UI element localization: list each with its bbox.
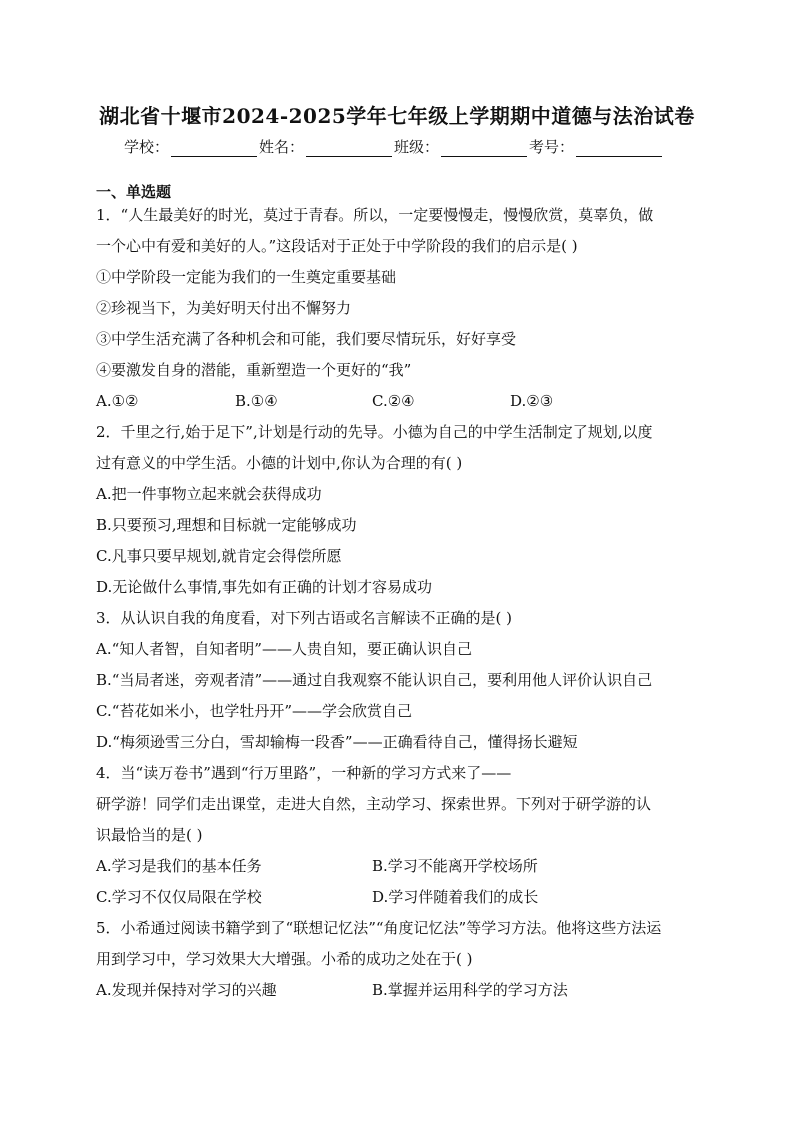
question-1-option-b: B.①④ — [235, 392, 278, 410]
class-blank — [441, 142, 527, 157]
number-label: 考号： — [529, 138, 575, 156]
question-2-option-b: B.只要预习,理想和目标就一定能够成功 — [96, 516, 357, 534]
question-1-option-d: D.②③ — [510, 392, 554, 410]
question-4-option-d: D.学习伴随着我们的成长 — [372, 888, 539, 906]
question-2-stem-line-1: 2．千里之行,始于足下”,计划是行动的先导。小德为自己的中学生活制定了规划,以度 — [96, 423, 653, 441]
question-2-option-d: D.无论做什么事情,事先如有正确的计划才容易成功 — [96, 578, 433, 596]
question-1-statement-2: ②珍视当下，为美好明天付出不懈努力 — [96, 299, 352, 317]
question-5-option-a: A.发现并保持对学习的兴趣 — [96, 981, 277, 999]
school-blank — [171, 142, 257, 157]
question-1-option-a: A.①② — [96, 392, 139, 410]
question-4-option-a: A.学习是我们的基本任务 — [96, 857, 262, 875]
question-4-option-b: B.学习不能离开学校场所 — [372, 857, 538, 875]
question-3-option-c: C.“苔花如米小，也学牡丹开”——学会欣赏自己 — [96, 702, 413, 720]
question-4-option-c: C.学习不仅仅局限在学校 — [96, 888, 262, 906]
question-3-stem-line-1: 3．从认识自我的角度看，对下列古语或名言解读不正确的是( ) — [96, 609, 513, 627]
question-1-stem-line-1: 1．“人生最美好的时光，莫过于青春。所以，一定要慢慢走，慢慢欣赏，莫辜负，做 — [96, 206, 654, 224]
class-label: 班级： — [394, 138, 440, 156]
question-3-option-b: B.“当局者迷，旁观者清”——通过自我观察不能认识自己，要利用他人评价认识自己 — [96, 671, 653, 689]
question-4-stem-line-2: 研学游！同学们走出课堂，走进大自然，主动学习、探索世界。下列对于研学游的认 — [96, 795, 652, 813]
section-heading: 一、单选题 — [96, 183, 172, 201]
question-5-stem-line-1: 5．小希通过阅读书籍学到了“联想记忆法”“角度记忆法”等学习方法。他将这些方法运 — [96, 919, 662, 937]
question-3-option-d: D.“梅须逊雪三分白，雪却输梅一段香”——正确看待自己，懂得扬长避短 — [96, 733, 578, 751]
question-4-stem-line-1: 4．当“读万卷书”遇到“行万里路”，一种新的学习方式来了—— — [96, 764, 512, 782]
name-label: 姓名： — [259, 138, 305, 156]
question-1-statement-3: ③中学生活充满了各种机会和可能，我们要尽情玩乐，好好享受 — [96, 330, 517, 348]
school-label: 学校： — [124, 138, 170, 156]
question-1-stem-line-2: 一个心中有爱和美好的人。”这段话对于正处于中学阶段的我们的启示是( ) — [96, 237, 578, 255]
question-4-stem-line-3: 识最恰当的是( ) — [96, 826, 203, 844]
question-1-statement-1: ①中学阶段一定能为我们的一生奠定重要基础 — [96, 268, 397, 286]
exam-title: 湖北省十堰市2024-2025学年七年级上学期期中道德与法治试卷 — [99, 104, 695, 128]
name-blank — [306, 142, 392, 157]
question-5-option-b: B.掌握并运用科学的学习方法 — [372, 981, 568, 999]
question-1-statement-4: ④要激发自身的潜能，重新塑造一个更好的“我” — [96, 361, 412, 379]
number-blank — [576, 142, 662, 157]
question-3-option-a: A.“知人者智，自知者明”——人贵自知，要正确认识自己 — [96, 640, 472, 658]
question-5-stem-line-2: 用到学习中，学习效果大大增强。小希的成功之处在于( ) — [96, 950, 473, 968]
question-2-option-a: A.把一件事物立起来就会获得成功 — [96, 485, 322, 503]
question-1-option-c: C.②④ — [372, 392, 415, 410]
question-2-stem-line-2: 过有意义的中学生活。小德的计划中,你认为合理的有( ) — [96, 454, 463, 472]
student-info-row — [124, 136, 664, 157]
question-2-option-c: C.凡事只要早规划,就肯定会得偿所愿 — [96, 547, 342, 565]
